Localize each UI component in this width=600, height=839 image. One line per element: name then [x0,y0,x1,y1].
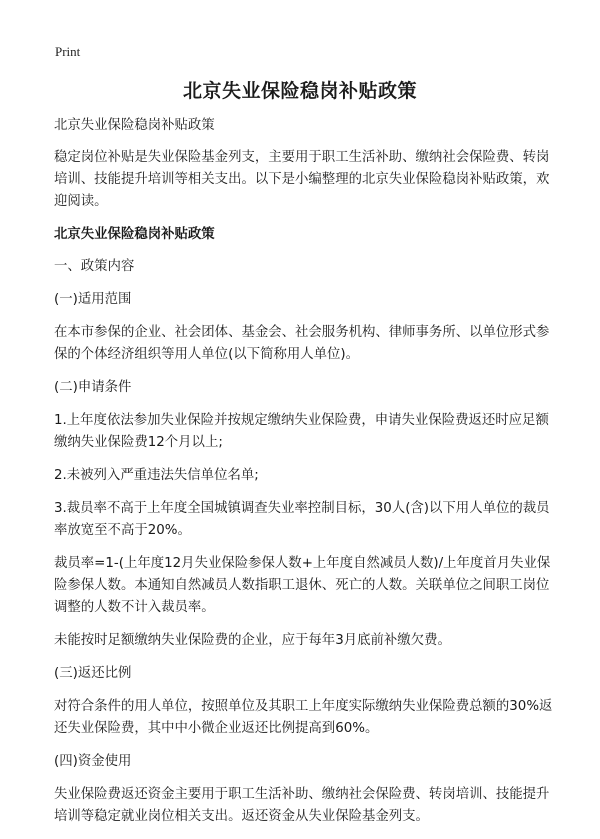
subsection-conditions: (二)申请条件 [54,380,132,395]
subtitle: 北京失业保险稳岗补贴政策 [54,118,215,133]
intro-paragraph: 稳定岗位补贴是失业保险基金列支，主要用于职工生活补助、缴纳社会保险费、转岗培训、技能提升培训等相关支出。以下是小编整理的北京失业保险稳岗补贴政策，欢迎阅读。 [54,150,550,209]
print-label: Print [55,44,81,59]
section-heading: 北京失业保险稳岗补贴政策 [54,227,215,242]
section-policy-content: 一、政策内容 [54,259,135,274]
page-title: 北京失业保险稳岗补贴政策 [182,80,417,102]
subsection-refund-ratio: (三)返还比例 [54,666,132,681]
condition-2: 2.未被列入严重违法失信单位名单; [54,468,259,483]
subsection-fund-usage: (四)资金使用 [54,754,132,769]
document-content [54,115,556,839]
scope-paragraph: 在本市参保的企业、社会团体、基金会、社会服务机构、律师事务所、以单位形式参保的个体经济组织等用人单位(以下简称用人单位)。 [54,325,550,362]
condition-3: 3.裁员率不高于上年度全国城镇调查失业率控制目标，30人(含)以下用人单位的裁员率放宽至不高于20%。 [54,501,550,538]
layoff-rate-formula: 裁员率=1-(上年度12月失业保险参保人数+上年度自然减员人数)/上年度首月失业保险参保人数。本通知自然减员人数指职工退休、死亡的人数。关联单位之间职工岗位调整的人数不计入裁员率。 [54,556,551,615]
condition-1: 1.上年度依法参加失业保险并按规定缴纳失业保险费，申请失业保险费返还时应足额缴纳失业保险费12个月以上; [54,413,549,450]
subsection-scope: (一)适用范围 [54,292,132,307]
arrears-note: 未能按时足额缴纳失业保险费的企业，应于每年3月底前补缴欠费。 [54,633,451,648]
refund-ratio-paragraph: 对符合条件的用人单位，按照单位及其职工上年度实际缴纳失业保险费总额的30%返还失业保险费，其中中小微企业返还比例提高到60%。 [54,699,553,736]
fund-usage-paragraph: 失业保险费返还资金主要用于职工生活补助、缴纳社会保险费、转岗培训、技能提升培训等稳定就业岗位相关支出。返还资金从失业保险基金列支。 [54,787,550,824]
